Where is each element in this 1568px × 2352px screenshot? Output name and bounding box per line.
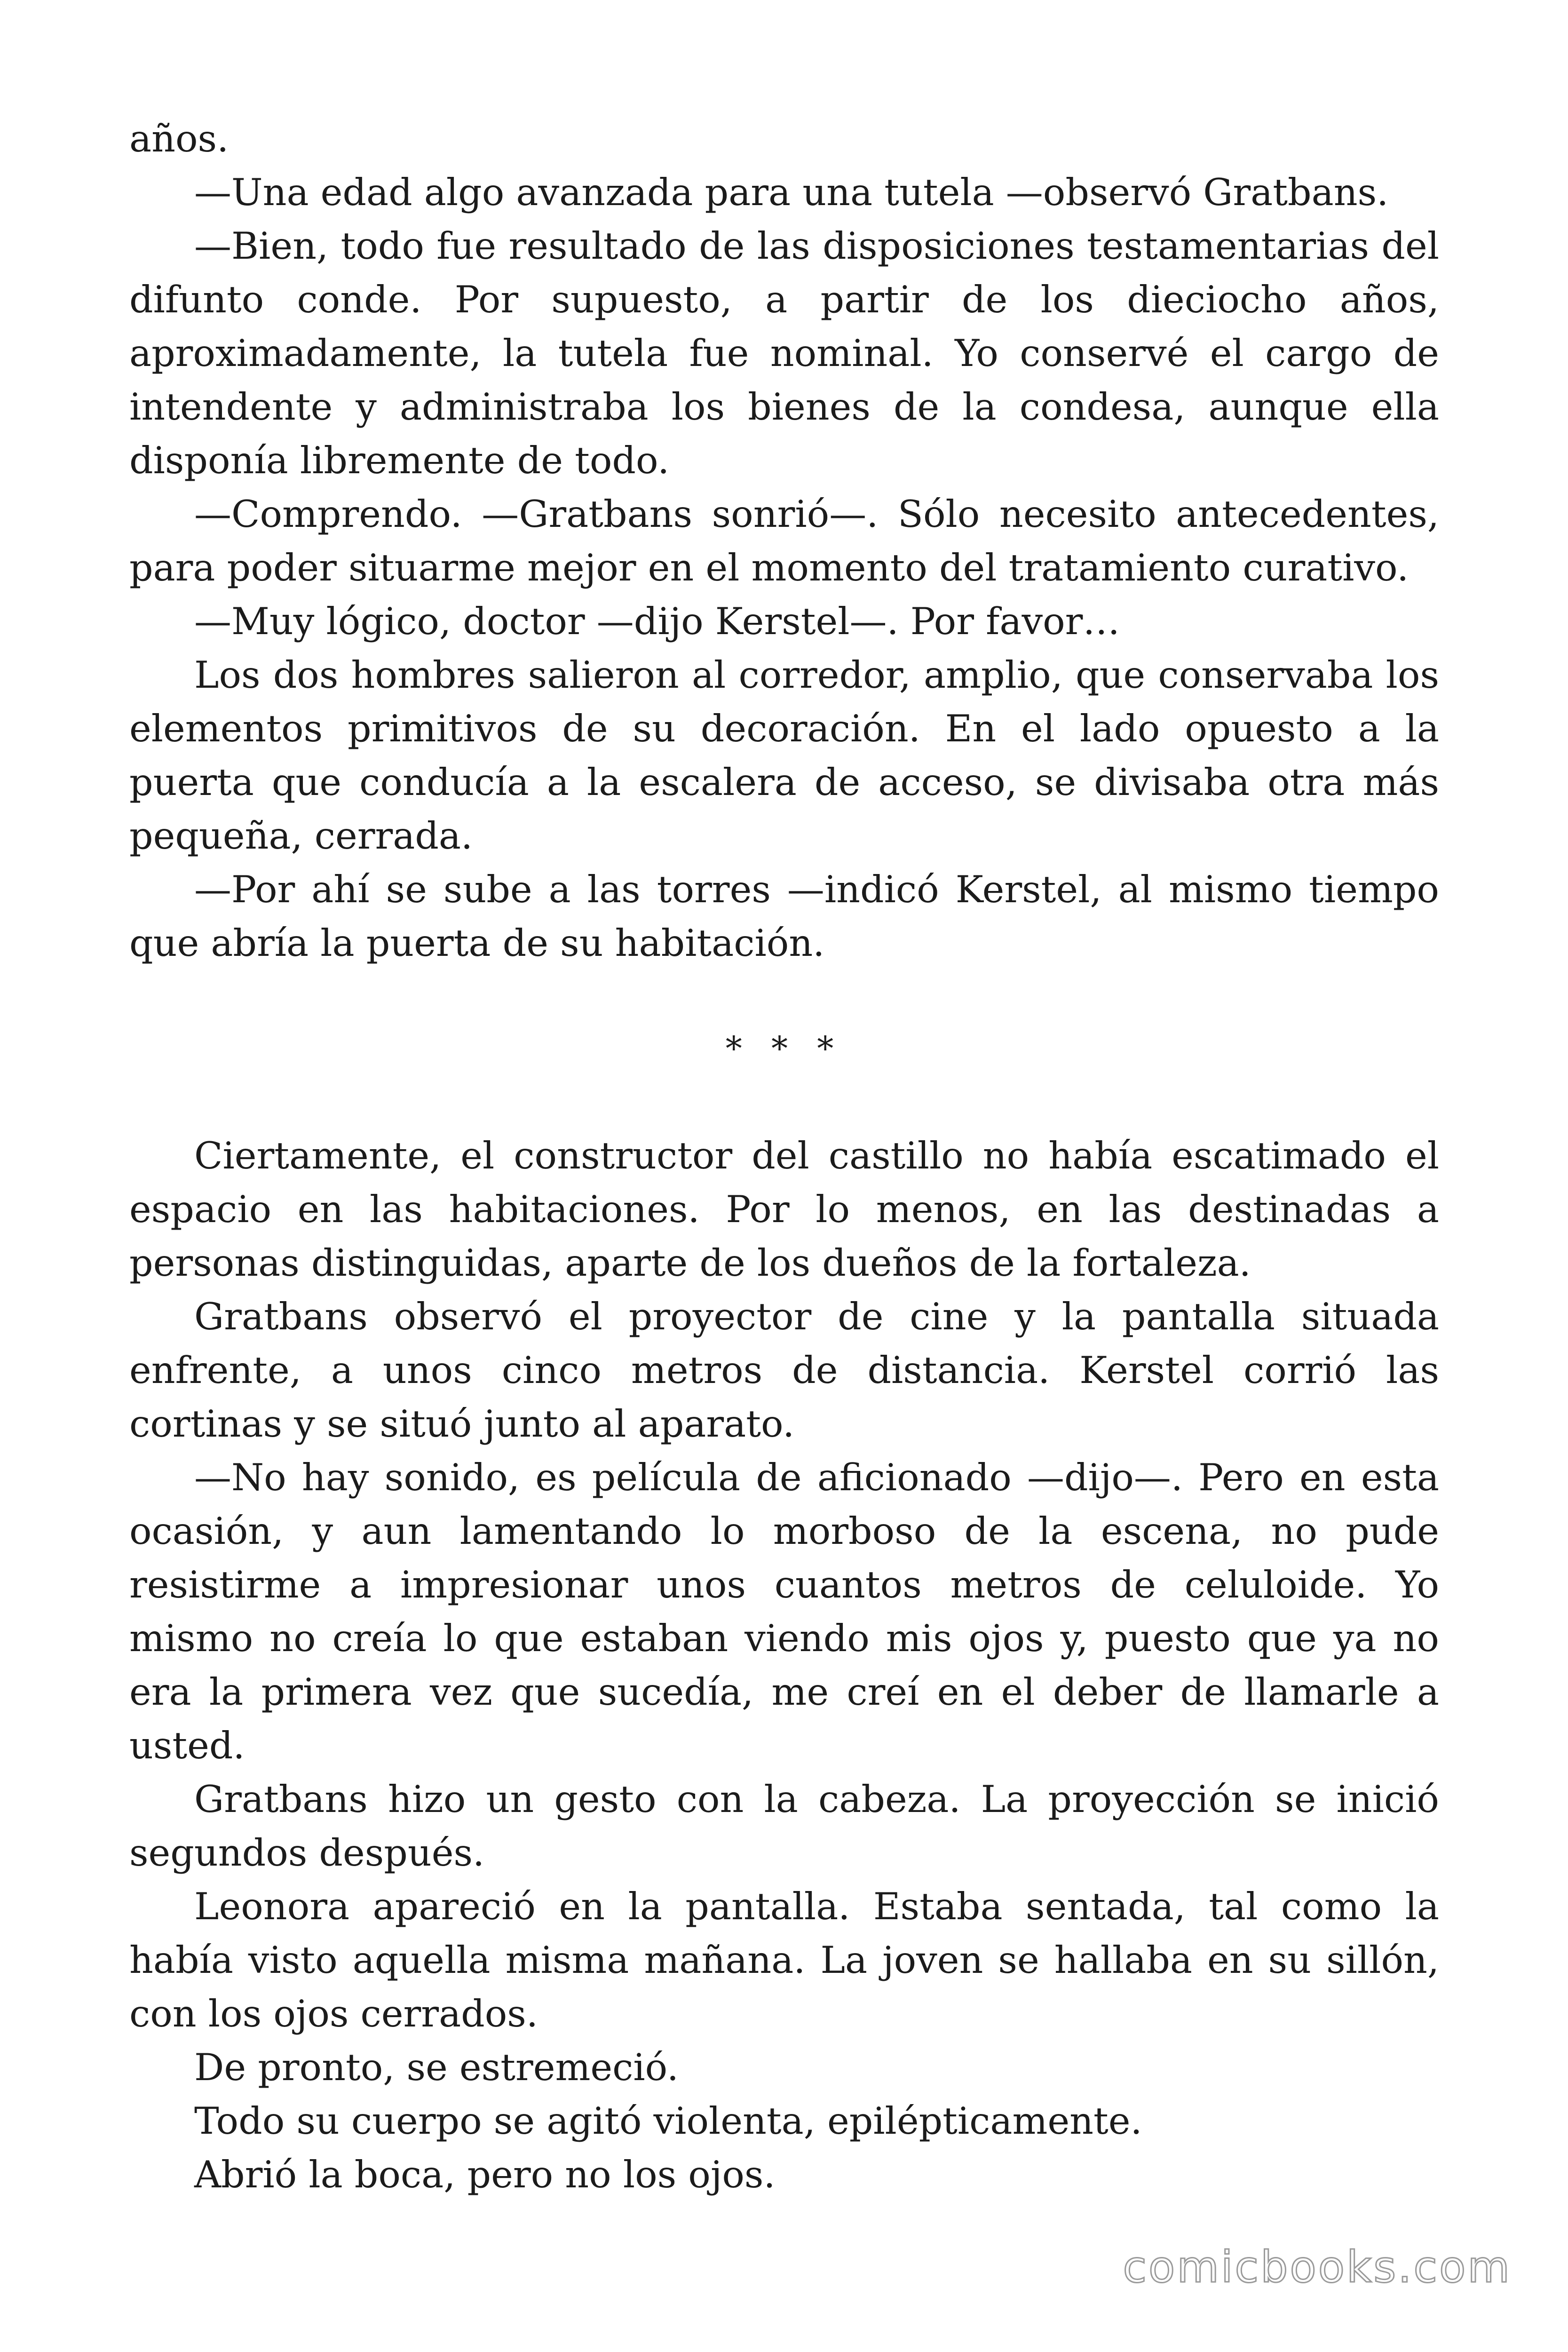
- paragraph: —Por ahí se sube a las torres —indicó Kerstel, al mismo tiempo que abría la puerta de su habitación.: [129, 868, 1439, 965]
- paragraph: Todo su cuerpo se agitó violenta, epilépticamente.: [194, 2099, 1142, 2143]
- paragraph: —Comprendo. —Gratbans sonrió—. Sólo necesito antecedentes, para poder situarme mejor en el momento del tratamiento curativo.: [129, 493, 1439, 589]
- paragraph: —Una edad algo avanzada para una tutela —observó Gratbans.: [194, 171, 1389, 214]
- paragraph: Los dos hombres salieron al corredor, amplio, que conservaba los elementos primitivos de su decoración. En el lado opuesto a la puerta que conducía a la escalera de acceso, se divisaba otra más pequeña, cerrada.: [129, 653, 1439, 858]
- paragraph: De pronto, se estremeció.: [194, 2046, 679, 2089]
- page-body: [129, 112, 1439, 2201]
- paragraph: Gratbans observó el proyector de cine y la pantalla situada enfrente, a unos cinco metros de distancia. Kerstel corrió las cortinas y se situó junto al aparato.: [129, 1295, 1439, 1446]
- paragraph: Ciertamente, el constructor del castillo no había escatimado el espacio en las habitaciones. Por lo menos, en las destinadas a personas distinguidas, aparte de los dueños de la fortaleza.: [129, 1134, 1439, 1285]
- paragraph: Leonora apareció en la pantalla. Estaba sentada, tal como la había visto aquella misma mañana. La joven se hallaba en su sillón, con los ojos cerrados.: [129, 1885, 1439, 2035]
- paragraph: —No hay sonido, es película de aficionado —dijo—. Pero en esta ocasión, y aun lamentando lo morboso de la escena, no pude resistirme a impresionar unos cuantos metros de celuloide. Yo mismo no creía lo que estaban viendo mis ojos y, puesto que ya no era la primera vez que sucedía, me creí en el deber de llamarle a usted.: [129, 1456, 1439, 1767]
- section-separator: * * *: [725, 1029, 843, 1068]
- paragraph: —Muy lógico, doctor —dijo Kerstel—. Por favor…: [194, 600, 1120, 643]
- paragraph: Abrió la boca, pero no los ojos.: [194, 2153, 776, 2196]
- paragraph: años.: [129, 117, 229, 160]
- watermark: comicbooks.com: [1123, 2242, 1512, 2292]
- paragraph: Gratbans hizo un gesto con la cabeza. La proyección se inició segundos después.: [129, 1778, 1439, 1875]
- paragraph: —Bien, todo fue resultado de las disposiciones testamentarias del difunto conde. Por supuesto, a partir de los dieciocho años, aproximadamente, la tutela fue nominal. Yo conservé el cargo de intendente y administraba los bienes de la condesa, aunque ella disponía libremente de todo.: [129, 224, 1439, 482]
